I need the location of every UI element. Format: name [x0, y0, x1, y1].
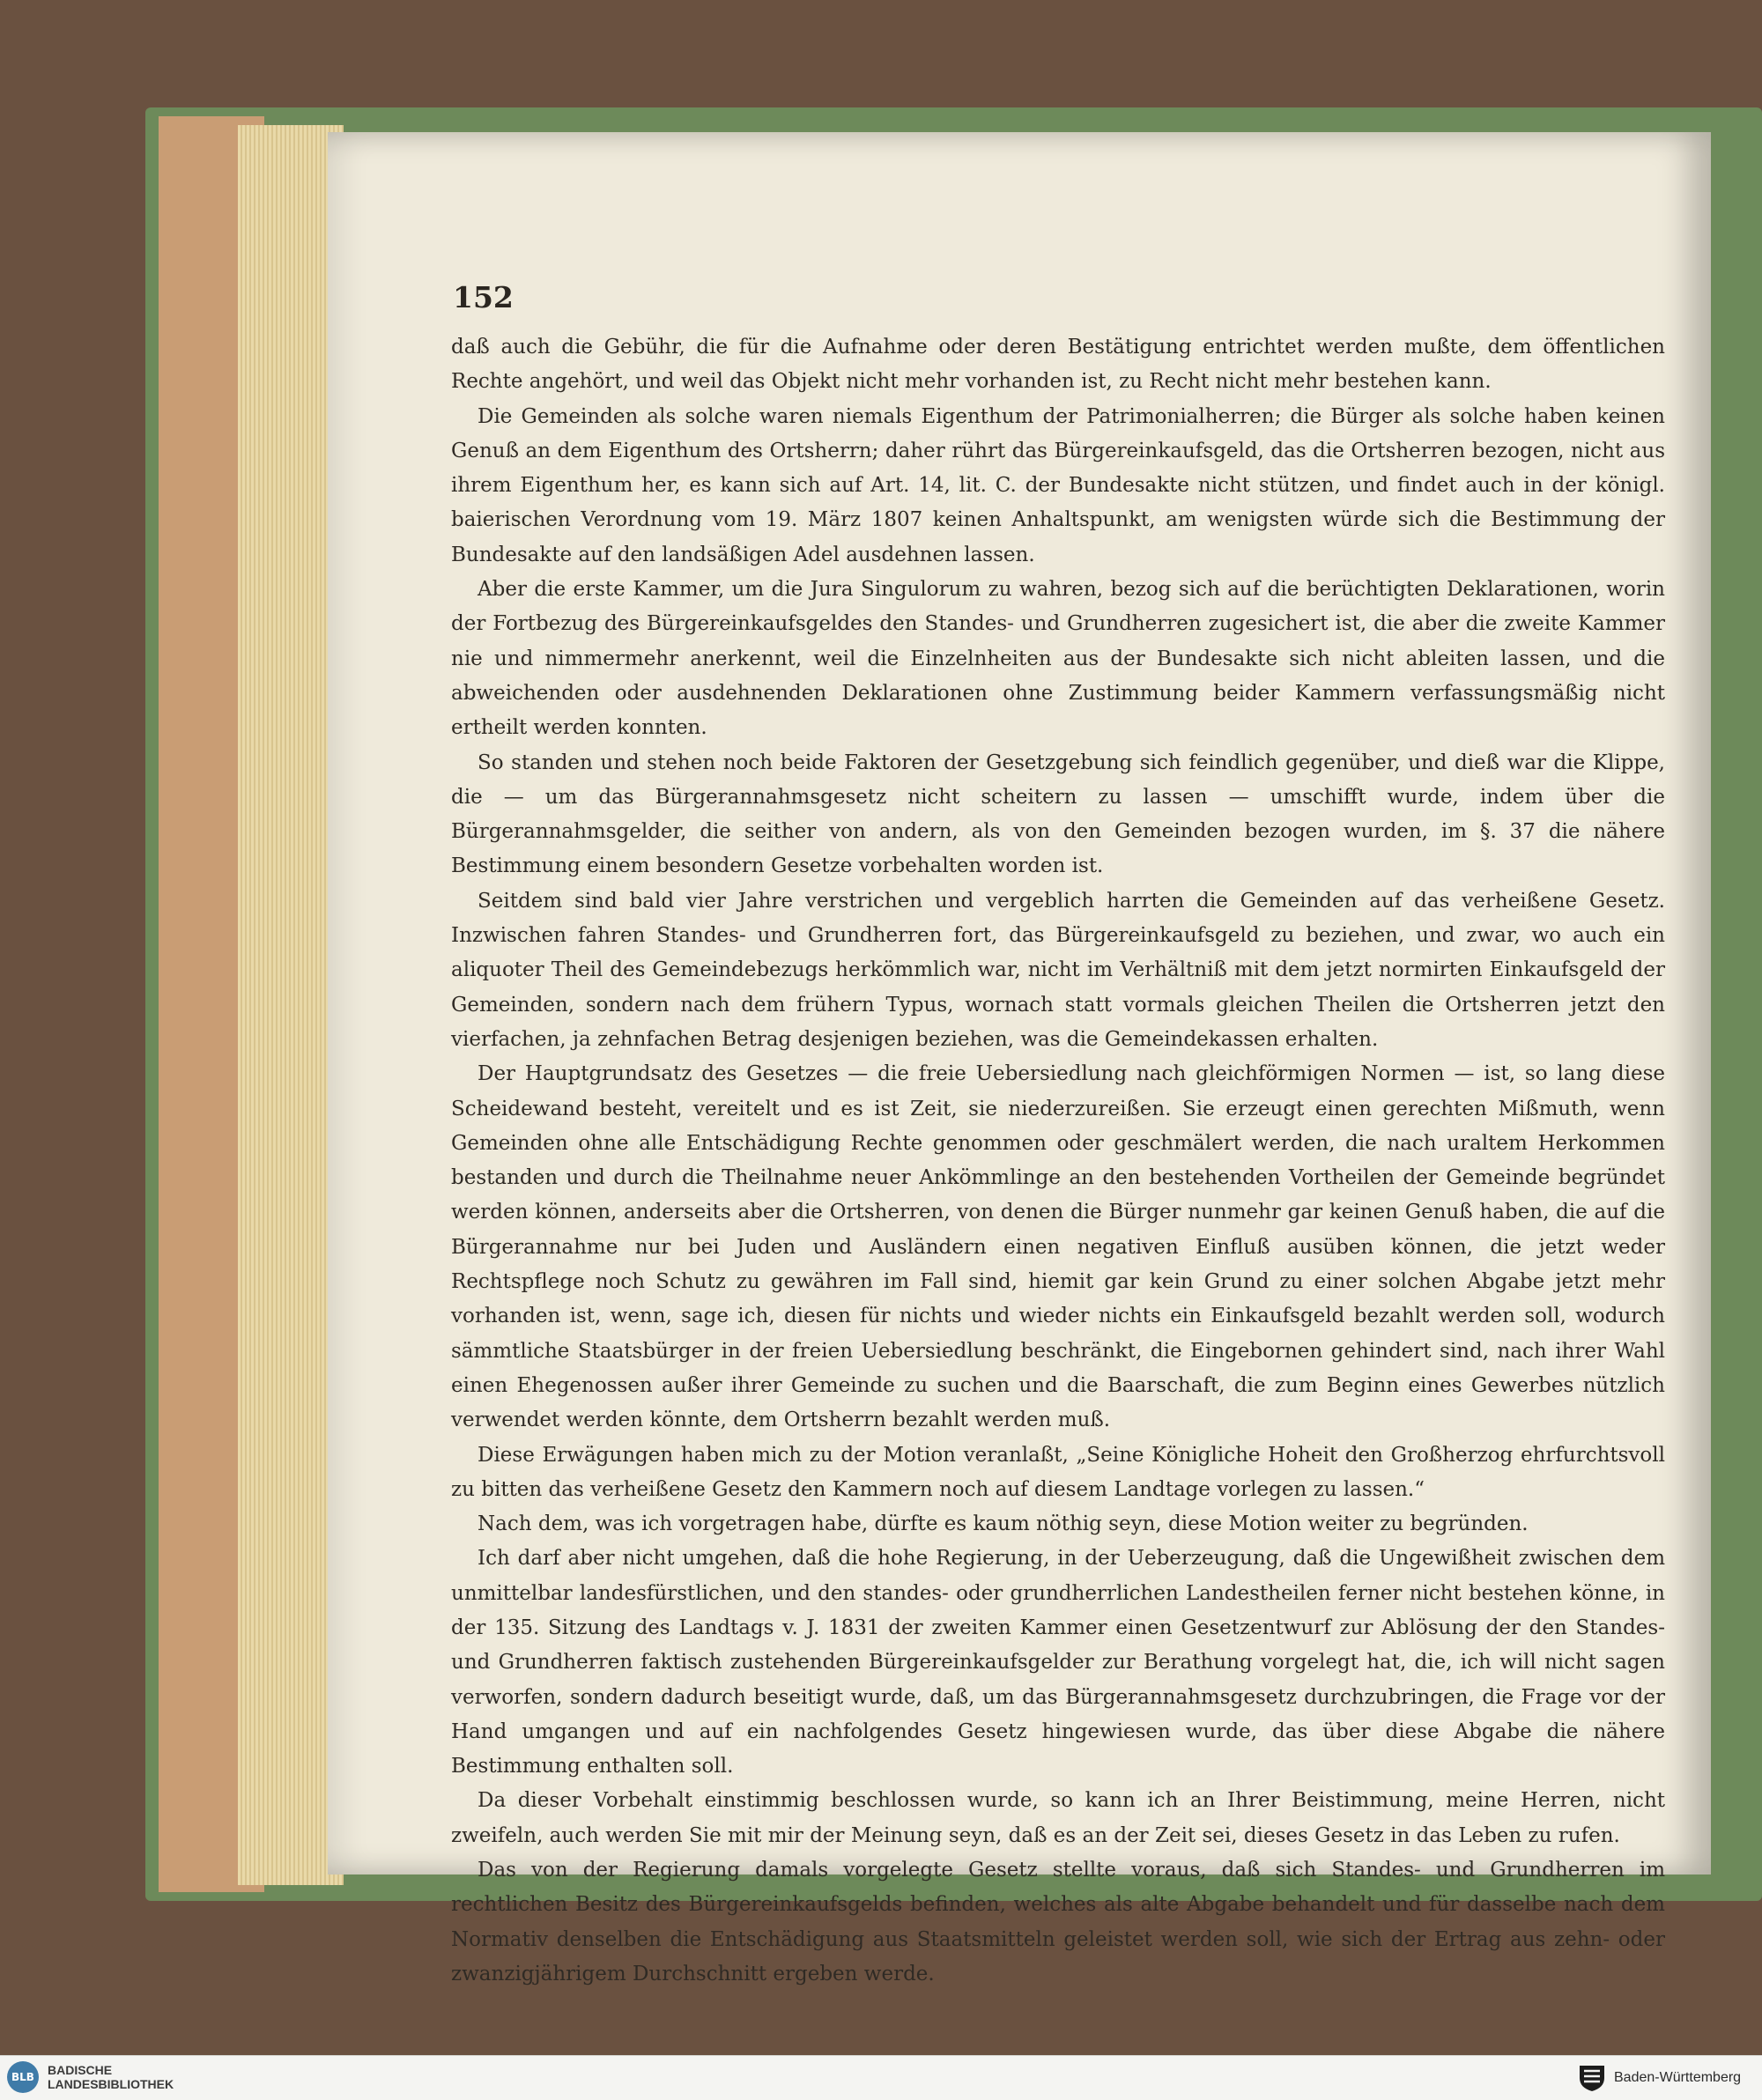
blb-logo-icon[interactable]: BLB	[7, 2061, 39, 2093]
paragraph: Diese Erwägungen haben mich zu der Motion veranlaßt, „Seine Königliche Hoheit den Großherzog ehrfurchtsvoll zu bitten das verheißene Gesetz den Kammern noch auf diesem Landtage vorlegen zu lassen.“	[451, 1443, 1665, 1501]
page-text	[451, 330, 1665, 1992]
paragraph: Da dieser Vorbehalt einstimmig beschlossen wurde, so kann ich an Ihrer Beistimmung, meine Herren, nicht zweifeln, auch werden Sie mit mir der Meinung seyn, daß es an der Zeit sei, dieses Gesetz in das Leben zu rufen.	[451, 1789, 1665, 1847]
paragraph: So standen und stehen noch beide Faktoren der Gesetzgebung sich feindlich gegenüber, und dieß war die Klippe, die — um das Bürgerannahmsgesetz nicht scheitern zu lassen — umschifft wurde, indem über die Bürgerannahmsgelder, die seither von andern, als von den Gemeinden bezogen wurden, im §. 37 die nähere Bestimmung einem besondern Gesetze vorbehalten worden ist.	[451, 751, 1665, 878]
library-name-line2: LANDESBIBLIOTHEK	[48, 2077, 174, 2091]
paragraph: Ich darf aber nicht umgehen, daß die hohe Regierung, in der Ueberzeugung, daß die Ungewißheit zwischen dem unmittelbar landesfürstlichen, und den standes- oder grundherrlichen Landestheilen ferner nicht bestehen könne, in der 135. Sitzung des Landtags v. J. 1831 der zweiten Kammer einen Gesetzentwurf zur Ablösung der den Standes- und Grundherren faktisch zustehenden Bürgereinkaufsgelder zur Berathung vorgelegt hat, die, ich will nicht sagen verworfen, sondern dadurch beseitigt wurde, daß, um das Bürgerannahmsgesetz durchzubringen, die Frage vor der Hand umgangen und auf ein nachfolgendes Gesetz hingewiesen wurde, das über diese Abgabe die nähere Bestimmung enthalten soll.	[451, 1547, 1665, 1778]
footer-bar	[0, 2055, 1762, 2100]
baden-wuerttemberg-crest-icon	[1577, 2064, 1607, 2092]
paragraph: Seitdem sind bald vier Jahre verstrichen und vergeblich harrten die Gemeinden auf das verheißene Gesetz. Inzwischen fahren Standes- und Grundherren fort, das Bürgereinkaufsgeld zu beziehen, und zwar, wo auch ein aliquoter Theil des Gemeindebezugs herkömmlich war, nicht im Verhältniß mit dem jetzt normirten Einkaufsgeld der Gemeinden, sondern nach dem frühern Typus, wornach statt vormals gleichen Theilen die Ortsherren jetzt den vierfachen, ja zehnfachen Betrag desjenigen beziehen, was die Gemeindekassen erhalten.	[451, 889, 1665, 1051]
paragraph: Nach dem, was ich vorgetragen habe, dürfte es kaum nöthig seyn, diese Motion weiter zu begründen.	[478, 1512, 1529, 1536]
paragraph: daß auch die Gebühr, die für die Aufnahme oder deren Bestätigung entrichtet werden mußte, dem öffentlichen Rechte angehört, und weil das Objekt nicht mehr vorhanden ist, zu Recht nicht mehr bestehen kann.	[451, 336, 1665, 394]
page-number: 152	[453, 280, 514, 314]
paragraph: Aber die erste Kammer, um die Jura Singulorum zu wahren, bezog sich auf die berüchtigten Deklarationen, worin der Fortbezug des Bürgereinkaufsgeldes den Standes- und Grundherren zugesichert ist, die aber die zweite Kammer nie und nimmermehr anerkennt, weil die Einzelnheiten aus der Bundesakte sich nicht ableiten lassen, und die abweichenden oder ausdehnenden Deklarationen ohne Zustimmung beider Kammern verfassungsmäßig nicht ertheilt werden konnten.	[451, 578, 1665, 740]
paragraph: Der Hauptgrundsatz des Gesetzes — die freie Uebersiedlung nach gleichförmigen Normen — ist, so lang diese Scheidewand besteht, vereitelt und es ist Zeit, sie niederzureißen. Sie erzeugt einen gerechten Mißmuth, wenn Gemeinden ohne alle Entschädigung Rechte genommen oder geschmälert werden, die nach uraltem Herkommen bestanden und durch die Theilnahme neuer Ankömmlinge an den bestehenden Vortheilen der Gemeinde begründet werden können, anderseits aber die Ortsherren, von denen die Bürger nunmehr gar keinen Genuß haben, die auf die Bürgerannahme nur bei Juden und Ausländern einen negativen Einfluß ausüben können, die jetzt weder Rechtspflege noch Schutz zu gewähren im Fall sind, hiemit gar kein Grund zu einer solchen Abgabe jetzt mehr vorhanden ist, wenn, sage ich, diesen für nichts und wieder nichts ein Einkaufsgeld bezahlt werden soll, wodurch sämmtliche Staatsbürger in der freien Uebersiedlung beschränkt, die Eingebornen gehindert sind, nach ihrer Wahl einen Ehegenossen außer ihrer Gemeinde zu suchen und die Baarschaft, die zum Beginn eines Gewerbes nützlich verwendet werden könnte, dem Ortsherrn bezahlt werden muß.	[451, 1062, 1665, 1432]
library-name-line1: BADISCHE	[48, 2063, 113, 2077]
paragraph: Die Gemeinden als solche waren niemals Eigenthum der Patrimonialherren; die Bürger als solche haben keinen Genuß an dem Eigenthum des Ortsherrn; daher rührt das Bürgereinkaufsgeld, das die Ortsherren bezogen, nicht aus ihrem Eigenthum her, es kann sich auf Art. 14, lit. C. der Bundesakte nicht stützen, und findet auch in der königl. baierischen Verordnung vom 19. März 1807 keinen Anhaltspunkt, am wenigsten würde sich die Bestimmung der Bundesakte auf den landsäßigen Adel ausdehnen lassen.	[451, 404, 1665, 566]
library-name[interactable]	[48, 2063, 174, 2091]
paragraph: Das von der Regierung damals vorgelegte Gesetz stellte voraus, daß sich Standes- und Grundherren im rechtlichen Besitz des Bürgereinkaufsgelds befinden, welches als alte Abgabe behandelt und für dasselbe nach dem Normativ denselben die Entschädigung aus Staatsmitteln geleistet werden soll, wie sich der Ertrag aus zehn- oder zwanzigjährigem Durchschnitt ergeben werde.	[451, 1859, 1665, 1985]
state-name[interactable]: Baden-Württemberg	[1614, 2070, 1742, 2085]
